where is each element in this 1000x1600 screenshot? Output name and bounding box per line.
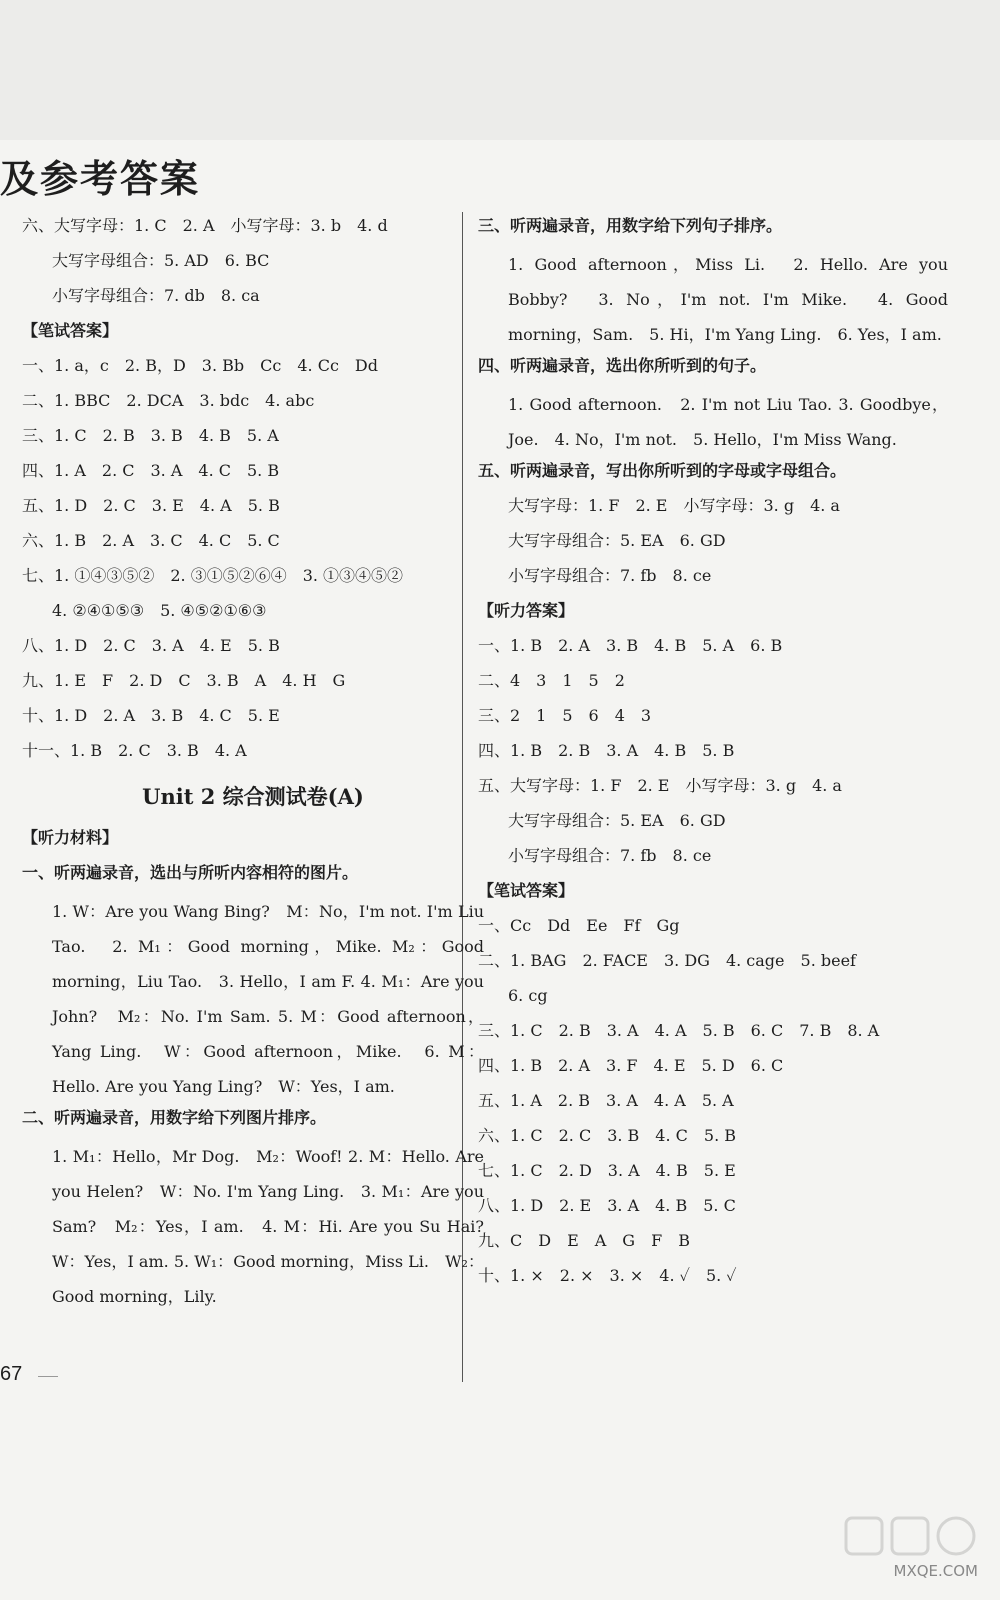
answer-line: 八、1. D 2. C 3. A 4. E 5. B: [22, 636, 280, 655]
left-column: [22, 212, 501, 1314]
answer-line: 一、1. B 2. A 3. B 4. B 5. A 6. B: [478, 636, 783, 655]
answer-line: 大写字母组合：5. EA 6. GD: [508, 531, 726, 550]
answer-line: 十、1. D 2. A 3. B 4. C 5. E: [22, 706, 280, 725]
answer-line: 三、2 1 5 6 4 3: [478, 706, 652, 725]
answer-line: 一、Cc Dd Ee Ff Gg: [478, 916, 680, 935]
section-heading: 【听力答案】: [478, 601, 575, 620]
answer-line: 四、1. B 2. A 3. F 4. E 5. D 6. C: [478, 1056, 784, 1075]
question-heading: 一、听两遍录音，选出与所听内容相符的图片。: [22, 863, 359, 882]
page-number: 67: [0, 1363, 23, 1385]
answer-line: 六、1. B 2. A 3. C 4. C 5. C: [22, 531, 280, 550]
listening-script: 1. Good afternoon. 2. I'm not Liu Tao. 3. Goodbye，Joe. 4. No，I'm not. 5. Hello，I'm Miss Wang.: [508, 395, 948, 449]
answer-line: 二、4 3 1 5 2: [478, 671, 625, 690]
answer-line: 五、1. A 2. B 3. A 4. A 5. A: [478, 1091, 734, 1110]
answer-line: 大写字母组合：5. AD 6. BC: [52, 251, 270, 270]
section-heading: 【笔试答案】: [478, 881, 575, 900]
answer-line: 小写字母组合：7. fb 8. ce: [508, 566, 712, 585]
unit-title: Unit 2 综合测试卷(A): [142, 784, 364, 809]
answer-line: 一、1. a，c 2. B，D 3. Bb Cc 4. Cc Dd: [22, 356, 378, 375]
top-scan-band: [0, 0, 1000, 140]
right-column: [478, 212, 948, 1297]
question-heading: 二、听两遍录音，用数字给下列图片排序。: [22, 1108, 327, 1127]
answer-line: 大写字母：1. F 2. E 小写字母：3. g 4. a: [508, 496, 840, 515]
answer-line: 4. ②④①⑤③ 5. ④⑤②①⑥③: [52, 601, 267, 620]
answer-line: 九、C D E A G F B: [478, 1231, 690, 1250]
answer-line: 五、大写字母：1. F 2. E 小写字母：3. g 4. a: [478, 776, 842, 795]
answer-line: 六、大写字母：1. C 2. A 小写字母：3. b 4. d: [22, 216, 388, 235]
answer-line: 二、1. BBC 2. DCA 3. bdc 4. abc: [22, 391, 315, 410]
listening-script: 1. W：Are you Wang Bing? M：No，I'm not. I'm Liu Tao. 2. M₁：Good morning，Mike. M₂：Good morning，Liu Tao. 3. Hello，I am F. 4. M₁：Are you John? M₂：No. I'm Sam. 5. M：Good afternoon，Yang Ling. W：Good afternoon，Mike. 6. M：Hello. Are you Yang Ling? W：Yes，I am.: [52, 902, 484, 1096]
listening-script: 1. Good afternoon，Miss Li. 2. Hello. Are you Bobby? 3. No，I'm not. I'm Mike. 4. Good morning，Sam. 5. Hi，I'm Yang Ling. 6. Yes，I am.: [508, 255, 948, 344]
answer-line: 小写字母组合：7. fb 8. ce: [508, 846, 712, 865]
question-heading: 四、听两遍录音，选出你所听到的句子。: [478, 356, 767, 375]
answer-line: 五、1. D 2. C 3. E 4. A 5. B: [22, 496, 280, 515]
page-number-rule: [38, 1376, 58, 1377]
answer-line: 十、1. × 2. × 3. × 4. ✓ 5. ✓: [478, 1266, 737, 1285]
page-title: 及参考答案: [0, 156, 201, 201]
answer-line: 八、1. D 2. E 3. A 4. B 5. C: [478, 1196, 736, 1215]
section-heading: 【听力材料】: [22, 828, 119, 847]
answer-line: 七、1. C 2. D 3. A 4. B 5. E: [478, 1161, 736, 1180]
question-heading: 五、听两遍录音，写出你所听到的字母或字母组合。: [478, 461, 847, 480]
answer-line: 十一、1. B 2. C 3. B 4. A: [22, 741, 247, 760]
answer-line: 小写字母组合：7. db 8. ca: [52, 286, 260, 305]
answer-line: 六、1. C 2. C 3. B 4. C 5. B: [478, 1126, 737, 1145]
answer-line: 九、1. E F 2. D C 3. B A 4. H G: [22, 671, 346, 690]
question-heading: 三、听两遍录音，用数字给下列句子排序。: [478, 216, 783, 235]
answer-line: 四、1. B 2. B 3. A 4. B 5. B: [478, 741, 735, 760]
watermark-text: MXQE.COM: [893, 1562, 978, 1580]
listening-script: 1. M₁：Hello，Mr Dog. M₂：Woof! 2. M：Hello. Are you Helen? W：No. I'm Yang Ling. 3. M₁：Are you Sam? M₂：Yes，I am. 4. M：Hi. Are you Su Hai? W：Yes，I am. 5. W₁：Good morning，Miss Li. W₂：Good morning，Lily.: [52, 1147, 501, 1306]
answer-line: 三、1. C 2. B 3. B 4. B 5. A: [22, 426, 279, 445]
answer-line: 三、1. C 2. B 3. A 4. A 5. B 6. C 7. B 8. A: [478, 1021, 880, 1040]
answer-line: 四、1. A 2. C 3. A 4. C 5. B: [22, 461, 280, 480]
answer-line: 大写字母组合：5. EA 6. GD: [508, 811, 726, 830]
section-heading: 【笔试答案】: [22, 321, 119, 340]
answer-line: 二、1. BAG 2. FACE 3. DG 4. cage 5. beef: [478, 951, 856, 970]
answer-line: 6. cg: [508, 986, 548, 1005]
answer-line: 七、1. ①④③⑤② 2. ③①⑤②⑥④ 3. ①③④⑤②: [22, 566, 404, 585]
